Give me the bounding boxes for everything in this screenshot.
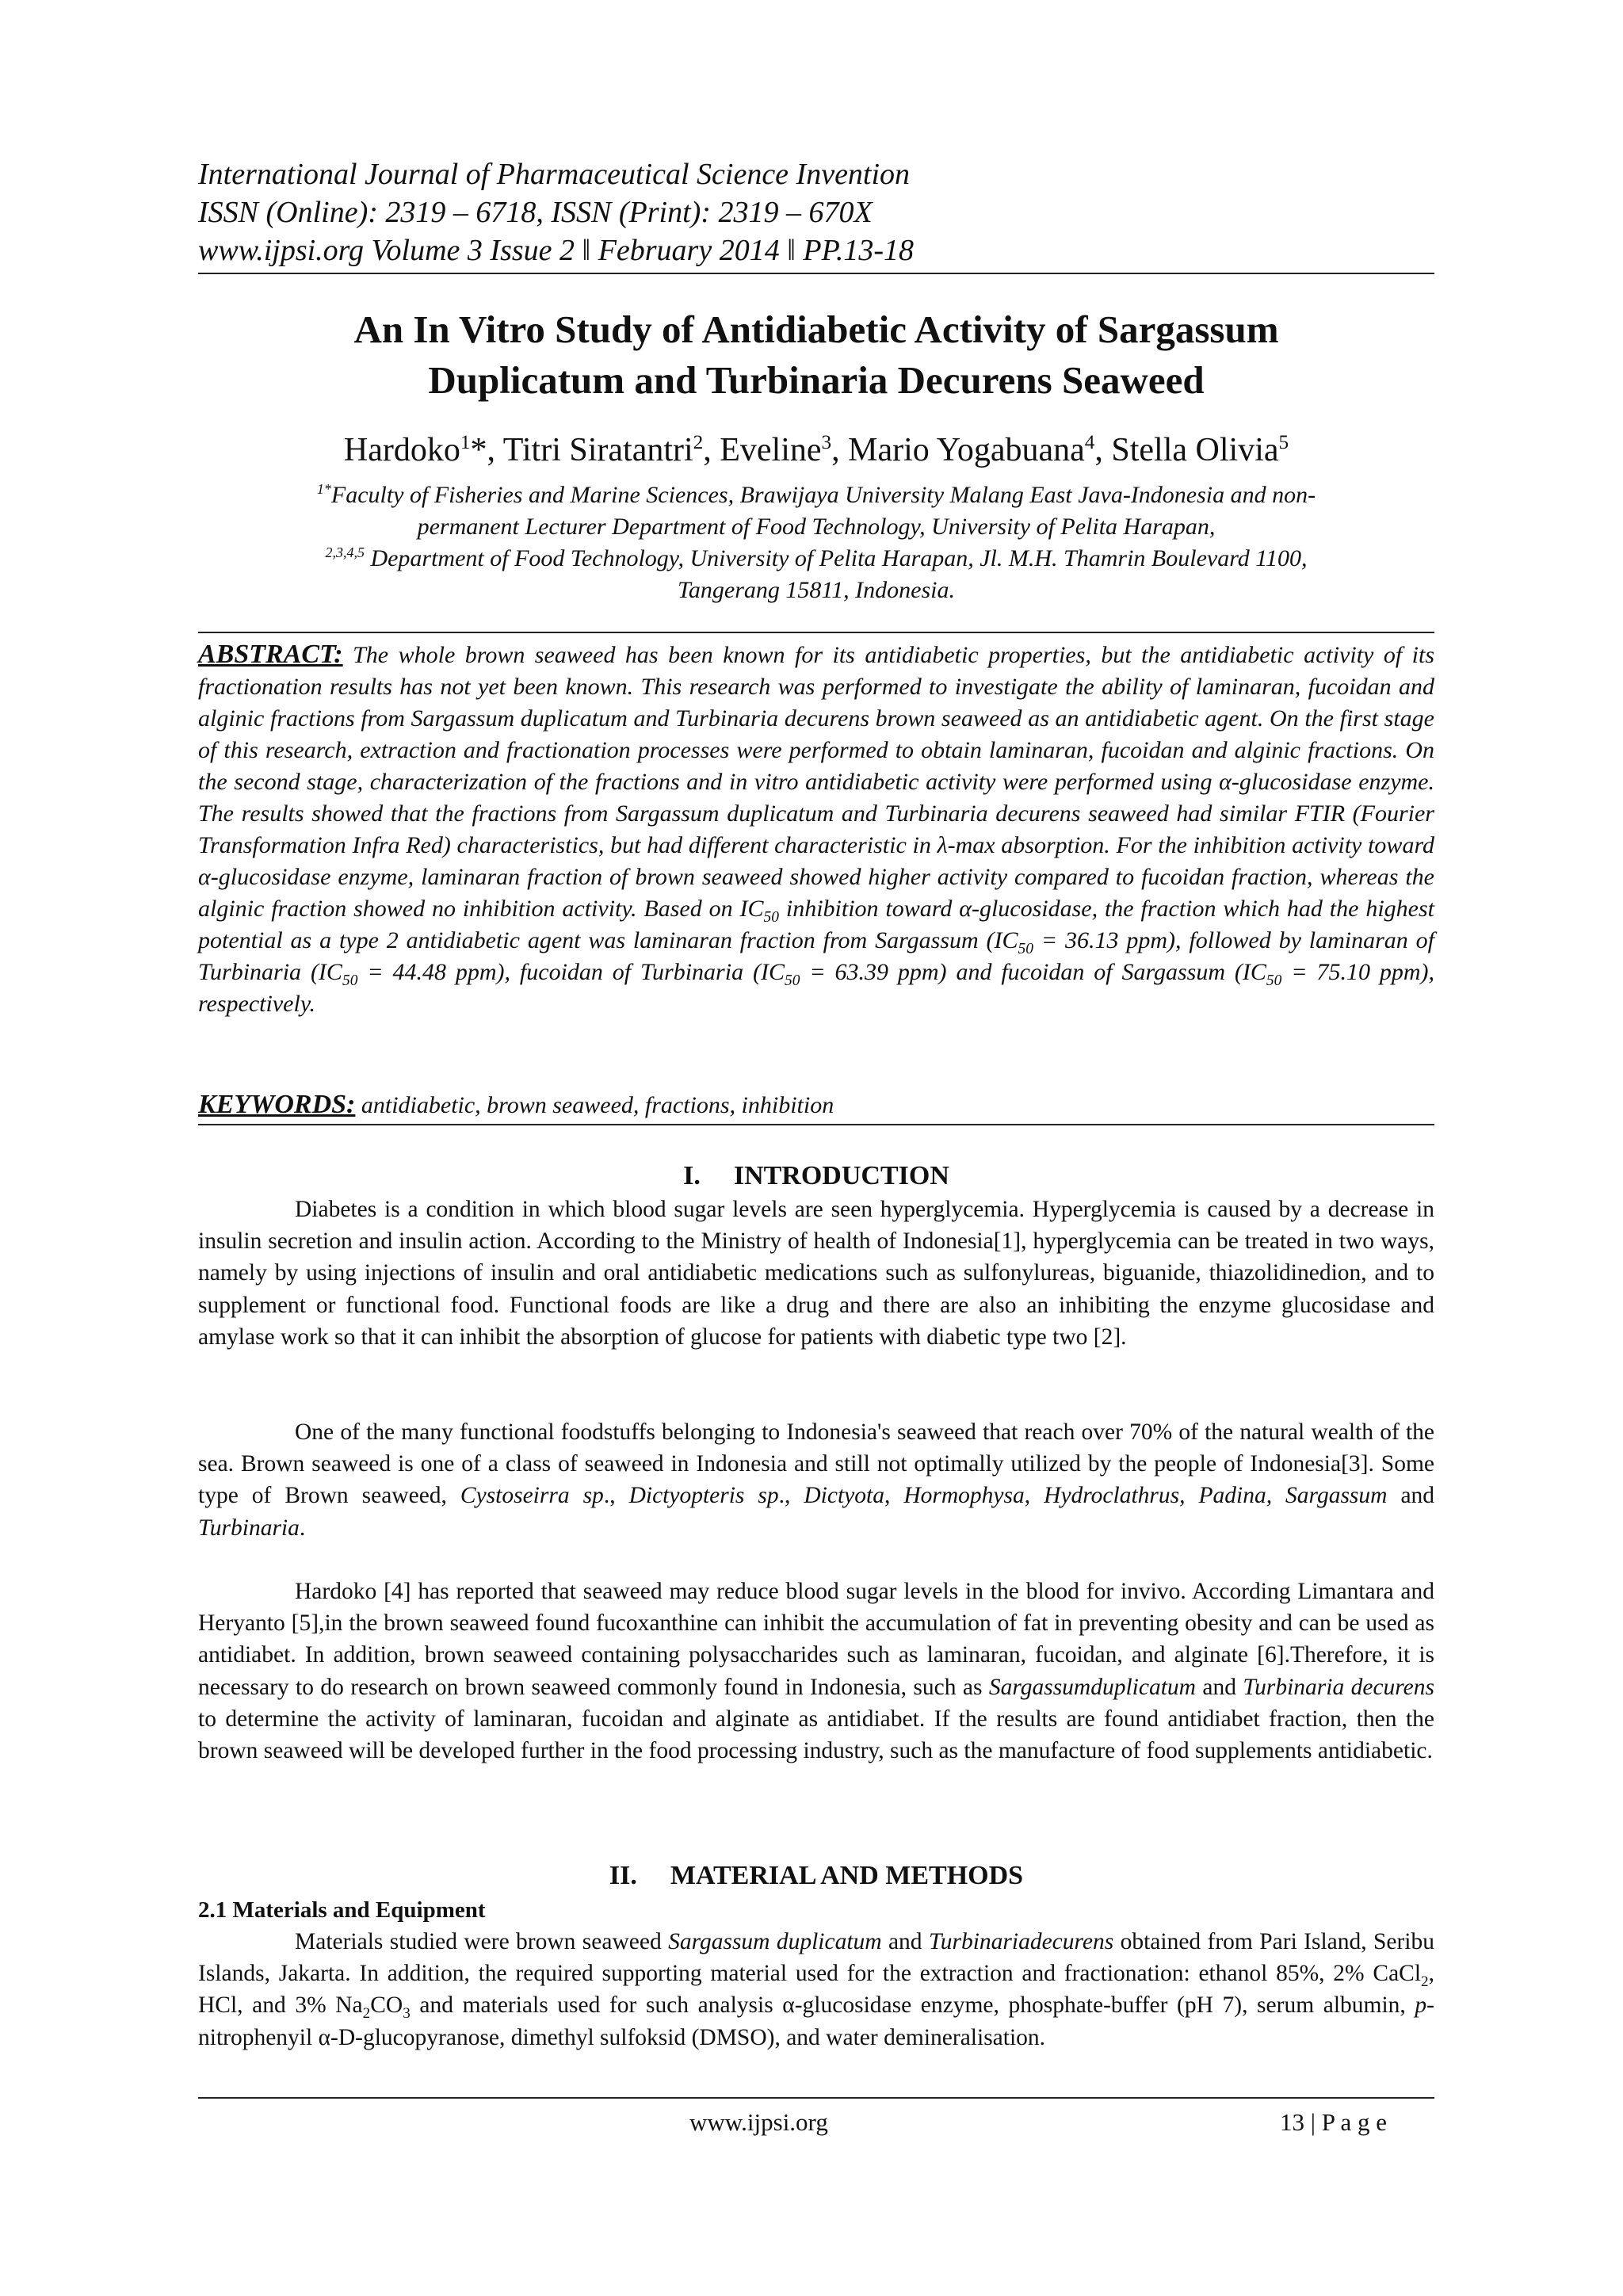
paper-title-line1: An In Vitro Study of Antidiabetic Activity of Sargassum [353, 308, 1279, 351]
author-sep: *, [470, 432, 503, 468]
ic50-sub: 50 [342, 972, 358, 989]
intro-paragraph-3 [198, 1576, 1434, 1767]
affiliation-2-line2: Tangerang 15811, Indonesia. [677, 577, 955, 603]
paragraph-text: , [1024, 1483, 1044, 1509]
author-sup: 5 [1278, 432, 1289, 453]
paragraph-text: -nitrophenyil α-D-glucopyranose, dimethyl sulfoksid (DMSO), and water demineralisation. [198, 1992, 1434, 2050]
journal-name: International Journal of Pharmaceutical Science Invention [198, 158, 911, 191]
species-name: Dictyota [804, 1483, 884, 1509]
paper-title-line2: Duplicatum and Turbinaria Decurens Seaweed [428, 358, 1205, 402]
author-name: Mario Yogabuana [848, 432, 1085, 468]
author-sup: 4 [1084, 432, 1095, 453]
methods-paragraph-1 [198, 1926, 1434, 2053]
keywords-text: antidiabetic, brown seaweed, fractions, inhibition [355, 1092, 834, 1118]
subsection-heading-materials: 2.1 Materials and Equipment [198, 1897, 486, 1923]
affiliation-sup: 2,3,4,5 [325, 544, 365, 560]
affiliation-1-line2: permanent Lecturer Department of Food Technology, University of Pelita Harapan, [417, 514, 1216, 540]
author-sup: 1 [460, 432, 471, 453]
abstract [198, 639, 1434, 1020]
paragraph-text: Materials studied were brown seaweed [295, 1929, 669, 1954]
species-name: Hormophysa [903, 1483, 1025, 1509]
species-name: Cystoseirra sp [460, 1483, 604, 1509]
author-sep: , [831, 432, 849, 468]
author-sup: 3 [821, 432, 832, 453]
paragraph-text: obtained from Pari Island, Seribu Islands, Jakarta. In addition, the required supporting material used for the extraction and fractionation: ethanol 85%, 2% CaCl [198, 1929, 1435, 1987]
section-heading-methods [198, 1859, 1434, 1893]
author-name: Titri Siratantri [502, 432, 693, 468]
section-number: I. [683, 1161, 701, 1190]
author-list [198, 428, 1434, 472]
author-sep: , [1094, 432, 1112, 468]
paragraph-text: and [1195, 1674, 1243, 1700]
paragraph-text: and [1387, 1483, 1435, 1509]
abstract-text: The whole brown seaweed has been known for its antidiabetic properties, but the antidiabetic activity of its fractionation results has not yet been known. This research was performed to investigate the ability of laminaran, fucoidan and alginic fractions from Sargassum duplicatum and Turbinaria decurens brown seaweed as an antidiabetic agent. On the first stage of this research, extraction and fractionation processes were performed to obtain laminaran, fucoidan and alginic fractions. On the second stage, characterization of the fractions and in vitro antidiabetic activity were performed using α-glucosidase enzyme. The results showed that the fractions from Sargassum duplicatum and Turbinaria decurens seaweed had similar FTIR (Fourier Transformation Infra Red) characteristics, but had different characteristic in λ-max absorption. For the inhibition activity toward α-glucosidase enzyme, laminaran fraction of brown seaweed showed higher activity compared to fucoidan fraction, whereas the alginic fraction showed no inhibition activity. Based on IC [198, 642, 1434, 922]
paragraph-text: , [884, 1483, 904, 1509]
section-title: INTRODUCTION [733, 1161, 949, 1190]
author-name: Stella Olivia [1111, 432, 1279, 468]
paragraph-text: to determine the activity of laminaran, fucoidan and alginate as antidiabet. If the results are found antidiabet fraction, then the brown seaweed will be developed further in the food processing industry, such as the manufacture of food supplements antidiabetic. [198, 1706, 1434, 1764]
affiliation-sup: 1* [316, 481, 331, 497]
section-number: II. [609, 1861, 637, 1890]
abstract-text: = 36.13 ppm), followed by laminaran of Turbinaria (IC [198, 927, 1434, 985]
author-sep: , [703, 432, 720, 468]
affiliation-2-line1 [198, 543, 1434, 575]
formula-sub: 2 [1421, 1973, 1429, 1991]
paragraph-text: Hardoko [4] has reported that seaweed may reduce blood sugar levels in the blood for invivo. According Limantara and Heryanto [5],in the brown seaweed found fucoxanthine can inhibit the accumulation of fat in preventing obesity and can be used as antidiabet. In addition, brown seaweed containing polysaccharides such as laminaran, fucoidan, and alginate [6].Therefore, it is necessary to do research on brown seaweed commonly found in Indonesia, such as [198, 1579, 1434, 1700]
ic50-sub: 50 [763, 909, 779, 926]
keywords [198, 1089, 1434, 1121]
keywords-label: KEYWORDS: [198, 1090, 356, 1119]
formula-sub: 2 [362, 2005, 371, 2023]
species-name: Dictyopteris sp [628, 1483, 779, 1509]
species-name: Sargassum duplicatum [668, 1929, 882, 1954]
paragraph-text: . [299, 1515, 306, 1541]
ic50-sub: 50 [784, 972, 800, 989]
journal-issn: ISSN (Online): 2319 – 6718, ISSN (Print): 2319 – 670X [198, 196, 873, 229]
abstract-label: ABSTRACT: [198, 640, 343, 669]
section-heading-introduction [198, 1159, 1434, 1194]
footer-website: www.ijpsi.org [689, 2108, 828, 2136]
paragraph-text: , HCl, and 3% Na [198, 1961, 1434, 2019]
abstract-top-rule [198, 632, 1434, 633]
species-name: Turbinariadecurens [928, 1929, 1114, 1954]
affiliation-text: Department of Food Technology, University of Pelita Harapan, Jl. M.H. Thamrin Boulevard 1100, [364, 545, 1308, 571]
abstract-text: = 75.10 ppm), respectively. [198, 959, 1434, 1017]
ic50-sub: 50 [1018, 941, 1034, 957]
author-name: Hardoko [343, 432, 460, 468]
intro-paragraph-2 [198, 1416, 1434, 1544]
footer-rule [198, 2097, 1434, 2099]
footer-page-number: 13 | P a g e [1280, 2108, 1388, 2136]
section-title: MATERIAL AND METHODS [670, 1861, 1024, 1890]
formula-sub: 3 [403, 2005, 411, 2023]
header-rule [198, 273, 1434, 274]
ic50-sub: 50 [1266, 972, 1282, 989]
species-name: Turbinaria [198, 1515, 300, 1541]
species-name: Turbinaria decurens [1243, 1674, 1435, 1700]
author-sup: 2 [693, 432, 704, 453]
paragraph-text: Diabetes is a condition in which blood sugar levels are seen hyperglycemia. Hyperglycemia is caused by a decrease in insulin secretion and insulin action. According to the Ministry of health of Indonesia[1], hyperglycemia can be treated in two ways, namely by using injections of insulin and oral antidiabetic medications such as sulfonylureas, biguanide, thiazolidinedion, and to supplement or functional food. Functional foods are like a drug and there are also an inhibiting the enzyme glucosidase and amylase work so that it can inhibit the absorption of glucose for patients with diabetic type two [2]. [198, 1197, 1434, 1350]
chemical-prefix: p [1415, 1992, 1427, 2019]
abstract-text: inhibition toward α-glucosidase, the fraction which had the highest potential as a type 2 antidiabetic agent was laminaran fraction from Sargassum (IC [198, 896, 1434, 953]
affiliation-1-line1 [198, 479, 1434, 511]
species-name: Hydroclathrus, Padina, Sargassum [1044, 1483, 1388, 1509]
paragraph-text: One of the many functional foodstuffs belonging to Indonesia's seaweed that reach over 70% of the natural wealth of the sea. Brown seaweed is one of a class of seaweed in Indonesia and still not optimally utilized by the people of Indonesia[3]. Some type of Brown seaweed, [198, 1419, 1434, 1509]
paragraph-text: and [881, 1929, 929, 1954]
journal-volume: www.ijpsi.org Volume 3 Issue 2 ǁ February 2014 ǁ PP.13-18 [198, 234, 915, 267]
paragraph-text: CO [370, 1992, 403, 2019]
species-name: Sargassumduplicatum [988, 1674, 1196, 1700]
affiliation-text: Faculty of Fisheries and Marine Sciences, Brawijaya University Malang East Java-Indonesia and non- [330, 482, 1316, 508]
author-name: Eveline [720, 432, 822, 468]
abstract-text: = 44.48 ppm), fucoidan of Turbinaria (IC [357, 959, 785, 985]
paragraph-text: ., [603, 1483, 629, 1509]
keywords-rule [198, 1124, 1434, 1125]
paragraph-text: and materials used for such analysis α-glucosidase enzyme, phosphate-buffer (pH 7), serum albumin, [410, 1992, 1415, 2019]
paragraph-text: ., [778, 1483, 804, 1509]
abstract-text: = 63.39 ppm) and fucoidan of Sargassum (IC [800, 959, 1266, 985]
intro-paragraph-1 [198, 1194, 1434, 1353]
